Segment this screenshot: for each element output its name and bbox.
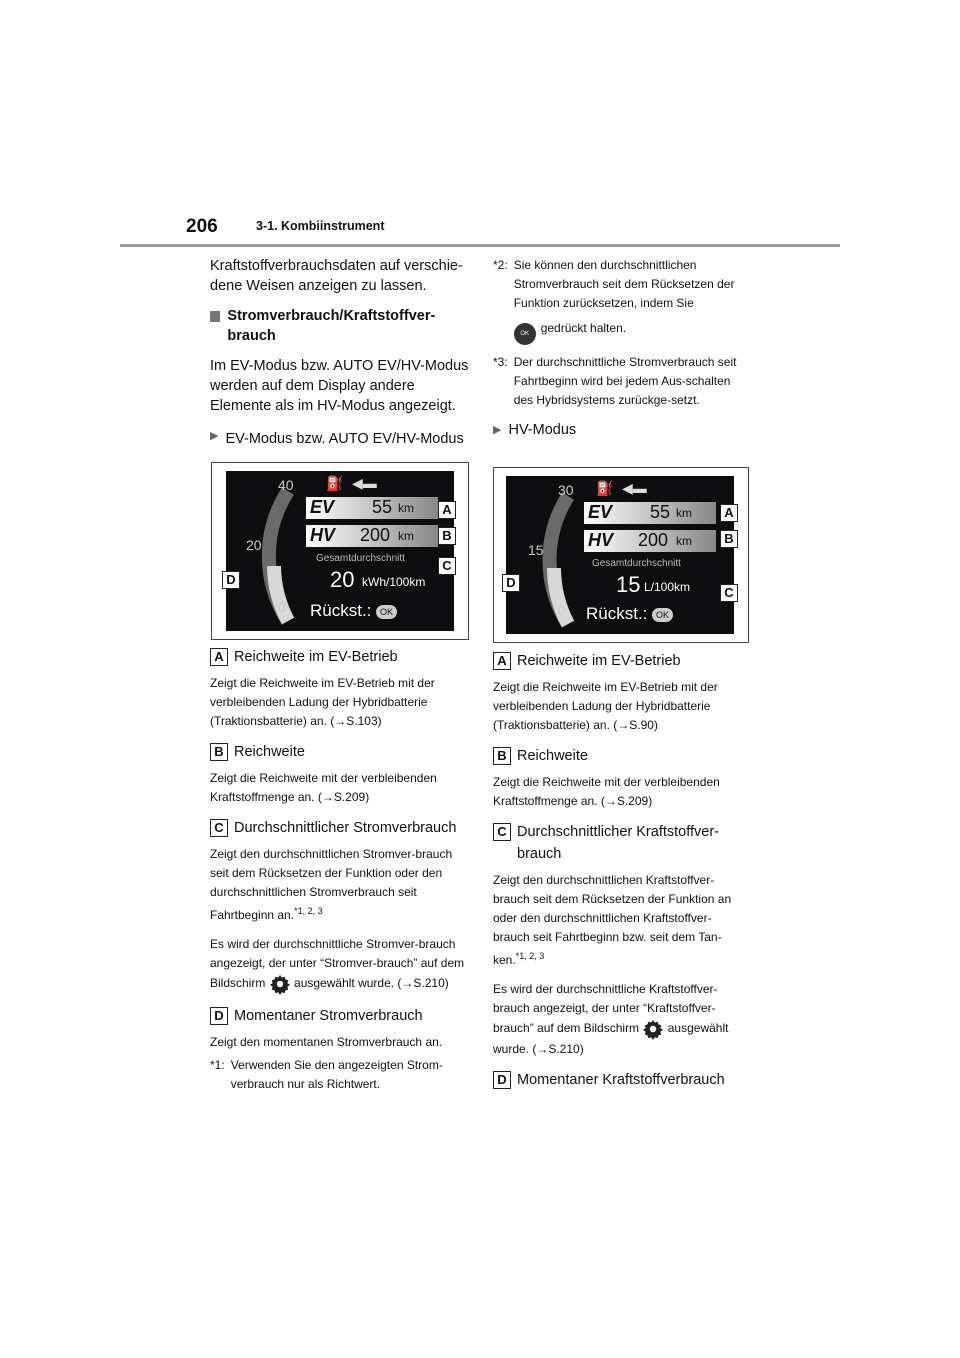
legend-b-hv-text: Zeigt die Reichweite mit der verbleibenden Kraftstoffmenge an. (→S.209) <box>493 775 720 808</box>
footnote-2-body <box>514 256 747 345</box>
footnote-3-mark: *3: <box>493 355 508 369</box>
legend-c-hv <box>493 821 747 865</box>
footnote-2-text: Sie können den durchschnittlichen Stromverbrauch seit dem Rücksetzen der Funktion zurücksetzen, indem Sie <box>513 258 735 310</box>
legend-c-text2 <box>210 935 472 995</box>
footnote-1-mark: *1: <box>210 1058 225 1072</box>
legend-a-box: A <box>210 648 228 666</box>
legend-a-title: Reichweite im EV-Betrieb <box>234 649 398 665</box>
legend-b-hv-title: Reichweite <box>517 748 588 764</box>
footnote-1 <box>210 1056 472 1094</box>
footnote-2 <box>493 256 747 345</box>
legend-d <box>210 1005 472 1027</box>
footnote-2-text2: gedrückt halten. <box>540 321 627 336</box>
legend-d-text: Zeigt den momentanen Stromverbrauch an. <box>210 1035 443 1049</box>
legend-d-title: Momentaner Stromverbrauch <box>234 1008 423 1024</box>
footnote-3-text: Der durchschnittliche Stromverbrauch seit Fahrtbeginn wird bei jedem Aus-schalten des Hybridsystems zurückge-setzt. <box>513 355 737 407</box>
reset-label-hv: Rückst.: <box>586 604 648 623</box>
legend-d-hv-title: Momentaner Kraftstoffverbrauch <box>517 1072 725 1088</box>
page-number: 206 <box>186 216 218 237</box>
chapter-title: 3-1. Kombiinstrument <box>256 219 385 233</box>
legend-c-hv-text2b: ausgewählt wurde. (→S.210) <box>493 1021 729 1056</box>
mode-paragraph: Im EV-Modus bzw. AUTO EV/HV-Modus werden auf dem Display andere Elemente als im HV-Modus angezeigt. <box>210 358 469 414</box>
callout-a: A <box>438 501 456 519</box>
legend-c-title: Durchschnittlicher Stromverbrauch <box>234 820 457 836</box>
legend-c-hv-body: Zeigt den durchschnittlichen Kraftstoffver-brauch seit dem Rücksetzen der Funktion an oder den durchschnittlichen Kraftstoffver-brauch seit Fahrtbeginn bzw. seit dem Tan-ken. <box>493 873 732 967</box>
legend-c-hv-box: C <box>493 823 511 841</box>
footnote-1-text: Verwenden Sie den angezeigten Strom-verbrauch nur als Richtwert. <box>230 1058 443 1091</box>
legend-c-sup: *1, 2, 3 <box>294 906 323 916</box>
callout-c-hv: C <box>720 584 738 602</box>
legend-a-hv-box: A <box>493 652 511 670</box>
callout-d: D <box>222 571 240 589</box>
section-heading <box>210 306 470 346</box>
square-bullet-icon <box>210 311 220 322</box>
callout-b: B <box>438 527 456 545</box>
hv-label: HV <box>310 525 336 545</box>
legend-c-box: C <box>210 819 228 837</box>
ev-screen <box>226 471 454 631</box>
heading-text: Stromverbrauch/Kraftstoffver-brauch <box>227 308 436 344</box>
legend-c-hv-text2 <box>493 980 747 1059</box>
intro-text: Kraftstoffverbrauchsdaten auf verschie-dene Weisen anzeigen zu lassen. <box>210 258 463 294</box>
legend-d-hv-box: D <box>493 1071 511 1089</box>
hv-value-hv: 200 <box>638 530 669 550</box>
ev-value: 55 <box>372 497 393 517</box>
legend-a-hv <box>493 650 747 672</box>
avg-value: 20 <box>330 567 355 592</box>
avg-value-hv: 15 <box>616 572 641 597</box>
scale-mid-hv: 15 <box>528 542 544 558</box>
legend-d-box: D <box>210 1007 228 1025</box>
fuel-pump-icon: ⛽ <box>326 475 344 491</box>
hv-screen <box>506 476 734 634</box>
legend-c-hv-text2a: Es wird der durchschnittliche Kraftstoffver-brauch angezeigt, der unter “Kraftstoffver-brauch” auf dem Bildschirm <box>493 982 718 1036</box>
legend-c-text <box>210 845 472 925</box>
ev-unit-hv: km <box>676 506 692 520</box>
hv-display-panel <box>493 467 749 643</box>
scale-max: 40 <box>278 477 294 493</box>
callout-c: C <box>438 557 456 575</box>
callout-b-hv: B <box>720 530 738 548</box>
ev-label-hv: EV <box>588 502 613 522</box>
ev-label: EV <box>310 497 335 517</box>
legend-a-hv-text: Zeigt die Reichweite im EV-Betrieb mit der verbleibenden Ladung der Hybridbatterie (Traktionsbatterie) an. (→S.90) <box>493 680 718 732</box>
legend-d-hv <box>493 1069 747 1091</box>
legend-c-text2b: ausgewählt wurde. (→S.210) <box>294 976 449 991</box>
legend-b-hv <box>493 745 747 767</box>
scale-mid: 20 <box>246 537 262 553</box>
mode-text-hv: HV-Modus <box>508 422 577 438</box>
right-legend <box>493 650 747 1091</box>
avg-caption: Gesamtdurchschnitt <box>316 553 405 564</box>
header-rule <box>120 244 840 247</box>
scale-min-hv: 0 <box>558 602 566 618</box>
mode-label <box>210 426 470 452</box>
car-icon-hv: ◀▬ <box>622 480 647 496</box>
legend-b-text: Zeigt die Reichweite mit der verbleibenden Kraftstoffmenge an. (→S.209) <box>210 771 437 804</box>
ok-button-icon: OK <box>376 605 397 619</box>
legend-c-hv-text <box>493 871 747 970</box>
right-column <box>493 256 747 440</box>
hv-unit: km <box>398 529 414 543</box>
callout-d-hv: D <box>502 574 520 592</box>
fuel-pump-icon-hv: ⛽ <box>596 480 614 496</box>
left-column <box>210 256 470 452</box>
hv-value: 200 <box>360 525 391 545</box>
legend-c-text2a: Es wird der durchschnittliche Stromver-brauch angezeigt, der unter “Stromver-brauch” auf dem Bildschirm <box>210 937 465 991</box>
footnote-3 <box>493 353 747 410</box>
footnote-2-mark: *2: <box>493 258 508 272</box>
legend-c-hv-title: Durchschnittlicher Kraftstoffver-brauch <box>517 824 719 862</box>
ev-value-hv: 55 <box>650 502 671 522</box>
legend-b-hv-box: B <box>493 747 511 765</box>
mode-text: EV-Modus bzw. AUTO EV/HV-Modus <box>225 431 464 447</box>
avg-unit: kWh/100km <box>362 575 426 589</box>
scale-max-hv: 30 <box>558 482 574 498</box>
legend-a-hv-title: Reichweite im EV-Betrieb <box>517 653 681 669</box>
triangle-bullet-icon: ▶ <box>493 424 502 436</box>
hv-unit-hv: km <box>676 534 692 548</box>
legend-c-body: Zeigt den durchschnittlichen Stromver-brauch seit dem Rücksetzen der Funktion oder den durchschnittlichen Stromverbrauch seit Fahrtbeginn an. <box>210 847 453 922</box>
left-legend <box>210 646 472 1094</box>
hv-label-hv: HV <box>588 530 614 550</box>
scale-min: 0 <box>278 599 286 615</box>
gear-icon <box>642 1018 664 1040</box>
legend-b-box: B <box>210 743 228 761</box>
legend-c <box>210 817 472 839</box>
ok-icon: OK <box>514 323 536 345</box>
reset-label: Rückst.: <box>310 601 372 620</box>
ok-button-icon-hv: OK <box>652 608 673 622</box>
avg-caption-hv: Gesamtdurchschnitt <box>592 558 681 569</box>
avg-unit-hv: L/100km <box>644 580 691 594</box>
triangle-bullet-icon: ▶ <box>210 430 219 442</box>
ev-display-panel <box>211 462 469 640</box>
legend-b <box>210 741 472 763</box>
mode-label-hv <box>493 420 747 440</box>
legend-b-title: Reichweite <box>234 744 305 760</box>
gear-icon <box>269 973 291 995</box>
legend-a-text: Zeigt die Reichweite im EV-Betrieb mit der verbleibenden Ladung der Hybridbatterie (Traktionsbatterie) an. (→S.103) <box>210 676 435 728</box>
callout-a-hv: A <box>720 504 738 522</box>
car-icon: ◀▬ <box>352 475 377 491</box>
legend-c-hv-sup: *1, 2, 3 <box>515 951 545 961</box>
ev-unit: km <box>398 501 414 515</box>
legend-a <box>210 646 472 668</box>
